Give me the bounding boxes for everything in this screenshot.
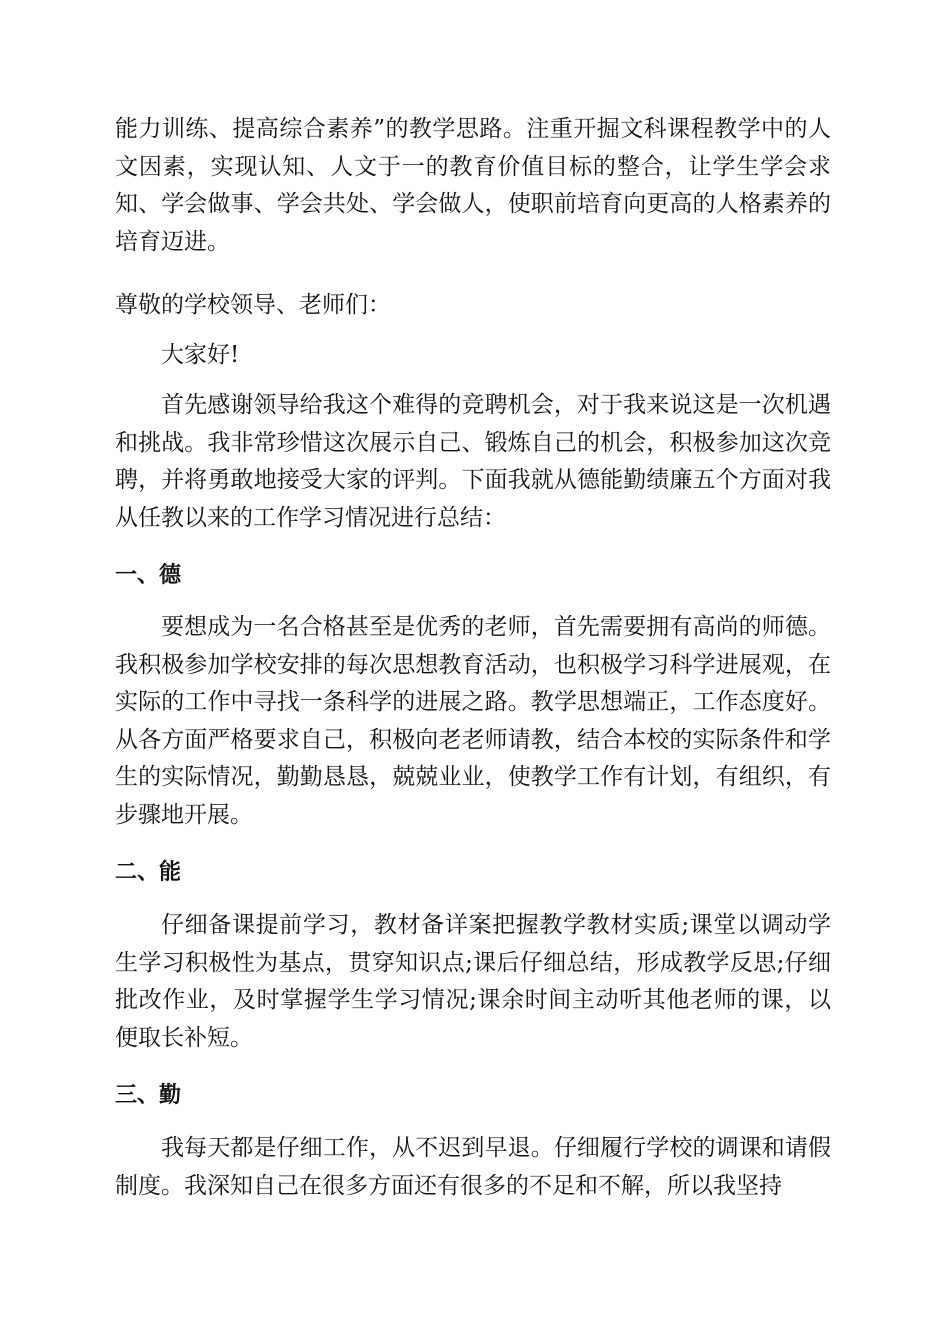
opening-paragraph: 首先感谢领导给我这个难得的竞聘机会，对于我来说这是一次机遇和挑战。我非常珍惜这次展示自己、锻炼自己的机会，积极参加这次竞聘，并将勇敢地接受大家的评判。下面我就从德能勤绩廉五个方面对我从任教以来的工作学习情况进行总结：: [115, 392, 831, 531]
intro-paragraph: 能力训练、提高综合素养”的教学思路。注重开掘文科课程教学中的人文因素，实现认知、人文于一的教育价值目标的整合，让学生学会求知、学会做事、学会共处、学会做人，使职前培育向更高的人格素养的培育迈进。: [115, 116, 831, 255]
section-paragraph-de: 要想成为一名合格甚至是优秀的老师，首先需要拥有高尚的师德。我积极参加学校安排的每次思想教育活动，也积极学习科学进展观，在实际的工作中寻找一条科学的进展之路。教学思想端正，工作态度好。从各方面严格要求自己，积极向老老师请教，结合本校的实际条件和学生的实际情况，勤勤恳恳，兢兢业业，使教学工作有计划，有组织，有步骤地开展。: [115, 614, 831, 828]
section-heading-neng: 二、能: [115, 860, 182, 885]
salutation: 尊敬的学校领导、老师们：: [115, 292, 391, 318]
section-heading-qin: 三、勤: [115, 1083, 182, 1108]
section-paragraph-qin: 我每天都是仔细工作，从不迟到早退。仔细履行学校的调课和请假制度。我深知自己在很多方面还有很多的不足和不解，所以我坚持: [115, 1135, 831, 1199]
section-heading-de: 一、德: [115, 563, 182, 588]
greeting: 大家好!: [161, 342, 240, 368]
section-paragraph-neng: 仔细备课提前学习，教材备详案把握教学教材实质;课堂以调动学生学习积极性为基点，贯穿知识点;课后仔细总结，形成教学反思;仔细批改作业，及时掌握学生学习情况;课余时间主动听其他老师的课，以便取长补短。: [115, 912, 831, 1051]
